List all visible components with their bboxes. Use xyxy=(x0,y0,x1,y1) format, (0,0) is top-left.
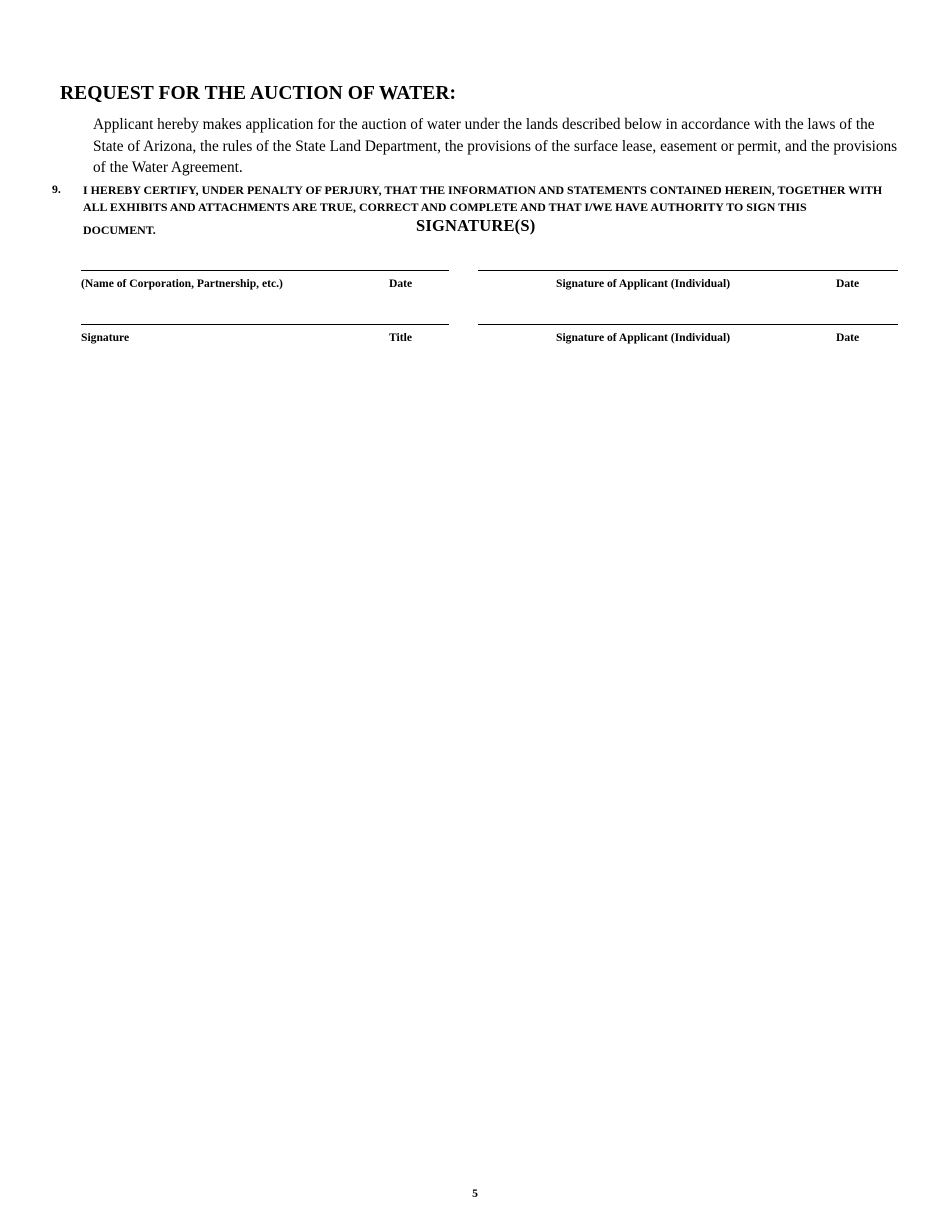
signature-label-signature: Signature xyxy=(81,331,130,344)
signature-line-applicant-2[interactable] xyxy=(478,324,898,325)
intro-paragraph: Applicant hereby makes application for the auction of water under the lands described below in accordance with the laws of the State of Arizona, the rules of the State Land Department, the provisions of the surface lease, easement or permit, and the provisions of the Water Agreement. xyxy=(93,116,898,177)
signature-label-applicant-2: Signature of Applicant (Individual) xyxy=(556,331,731,344)
signatures-heading: SIGNATURE(S) xyxy=(416,216,536,235)
signature-line-corporation[interactable] xyxy=(81,270,449,271)
signature-label-applicant-1: Signature of Applicant (Individual) xyxy=(556,277,731,290)
signature-label-date-3: Date xyxy=(836,331,860,344)
signature-label-corporation: (Name of Corporation, Partnership, etc.) xyxy=(81,277,283,290)
signature-line-applicant-1[interactable] xyxy=(478,270,898,271)
certification-document-word: DOCUMENT. xyxy=(83,223,156,237)
signature-label-title: Title xyxy=(389,331,412,344)
certification-item-number: 9. xyxy=(52,182,61,196)
signature-line-signature[interactable] xyxy=(81,324,449,325)
page-number: 5 xyxy=(472,1187,478,1200)
signature-label-date-2: Date xyxy=(836,277,860,290)
signature-label-date-1: Date xyxy=(389,277,413,290)
page-title: REQUEST FOR THE AUCTION OF WATER: xyxy=(60,83,457,105)
certification-text: I HEREBY CERTIFY, UNDER PENALTY OF PERJURY, THAT THE INFORMATION AND STATEMENTS CONTAINED HEREIN, TOGETHER WITH ALL EXHIBITS AND ATTACHMENTS ARE TRUE, CORRECT AND COMPLETE AND THAT I/WE HAVE AUTHORITY TO SIGN THIS xyxy=(83,183,883,214)
